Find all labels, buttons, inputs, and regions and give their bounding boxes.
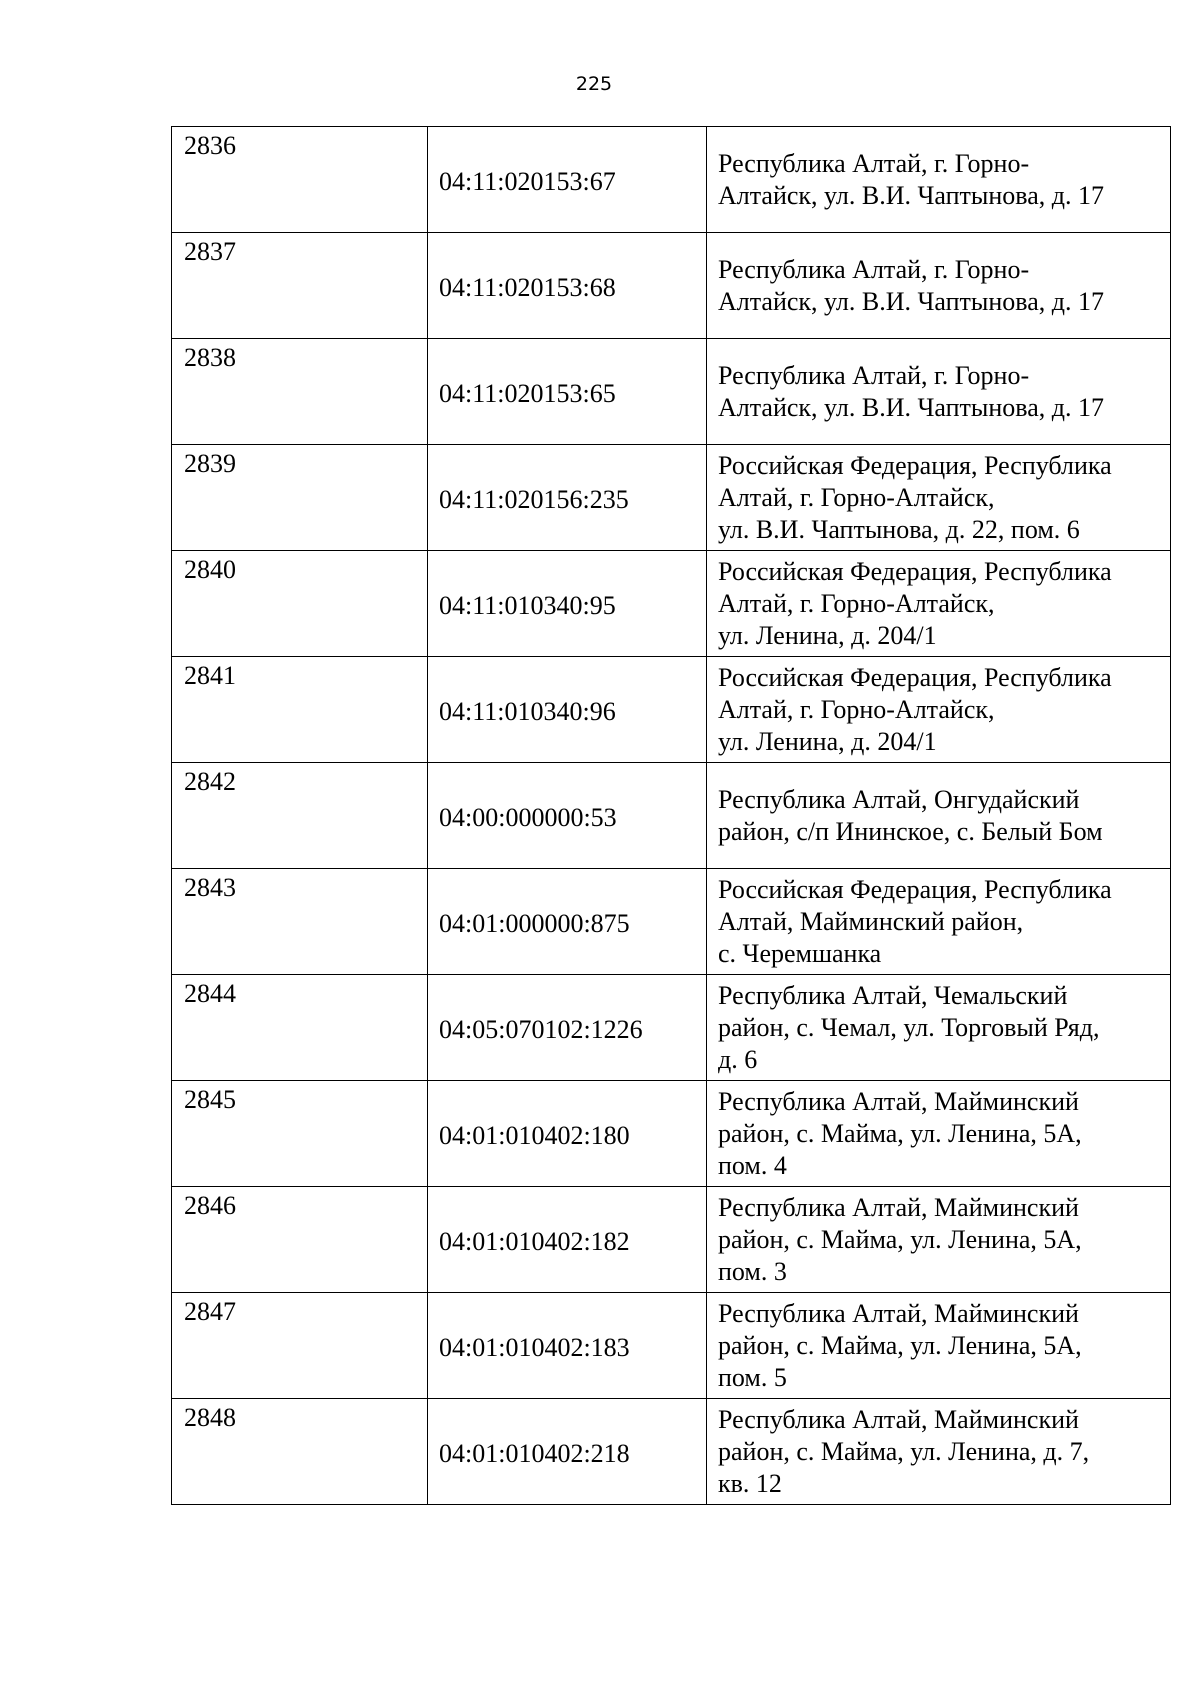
table-row [172,657,1171,763]
address: Республика Алтай, Онгудайский район, с/п Ининское, с. Белый Бом [718,784,1103,846]
address-cell [707,1399,1171,1505]
cadastral-number: 04:01:010402:180 [439,1120,630,1150]
cadastral-number-cell [428,975,707,1081]
cadastral-number-cell [428,233,707,339]
address: Российская Федерация, Республика Алтай, г. Горно-Алтайск, ул. В.И. Чаптынова, д. 22, пом. 6 [718,450,1112,544]
address-cell [707,1293,1171,1399]
cadastral-number-cell [428,127,707,233]
table-row [172,763,1171,869]
table-row [172,445,1171,551]
address-cell [707,551,1171,657]
row-number: 2837 [184,237,236,266]
row-number: 2848 [184,1403,236,1432]
table-row [172,233,1171,339]
row-number: 2847 [184,1297,236,1326]
table-row [172,1081,1171,1187]
row-number: 2838 [184,343,236,372]
table-row [172,1293,1171,1399]
row-number: 2846 [184,1191,236,1220]
cadastral-number-cell [428,339,707,445]
table-row [172,551,1171,657]
address-cell [707,339,1171,445]
address: Республика Алтай, Майминский район, с. Майма, ул. Ленина, д. 7, кв. 12 [718,1404,1090,1498]
cadastral-number: 04:11:020153:67 [439,166,616,196]
row-number-cell [172,1081,428,1187]
cadastral-number-cell [428,551,707,657]
address-cell [707,127,1171,233]
cadastral-number: 04:11:020156:235 [439,484,629,514]
cadastral-number: 04:01:010402:183 [439,1332,630,1362]
row-number: 2840 [184,555,236,584]
row-number-cell [172,1187,428,1293]
address-cell [707,869,1171,975]
row-number-cell [172,233,428,339]
table-row [172,975,1171,1081]
address: Республика Алтай, Майминский район, с. Майма, ул. Ленина, 5А, пом. 4 [718,1086,1082,1180]
cadastral-number: 04:01:010402:218 [439,1438,630,1468]
address: Российская Федерация, Республика Алтай, г. Горно-Алтайск, ул. Ленина, д. 204/1 [718,556,1112,650]
row-number-cell [172,127,428,233]
table-row [172,869,1171,975]
row-number: 2841 [184,661,236,690]
cadastral-number: 04:11:020153:68 [439,272,616,302]
cadastral-number-cell [428,1187,707,1293]
row-number: 2836 [184,131,236,160]
address-cell [707,657,1171,763]
row-number: 2842 [184,767,236,796]
address: Российская Федерация, Республика Алтай, г. Горно-Алтайск, ул. Ленина, д. 204/1 [718,662,1112,756]
cadastral-number-cell [428,657,707,763]
table-row [172,1187,1171,1293]
address-cell [707,975,1171,1081]
row-number-cell [172,763,428,869]
row-number: 2844 [184,979,236,1008]
cadastral-number: 04:11:010340:96 [439,696,616,726]
cadastral-number-cell [428,869,707,975]
address: Республика Алтай, г. Горно- Алтайск, ул. В.И. Чаптынова, д. 17 [718,148,1104,210]
address-cell [707,763,1171,869]
address: Республика Алтай, г. Горно- Алтайск, ул. В.И. Чаптынова, д. 17 [718,360,1104,422]
cadastral-number-cell [428,1293,707,1399]
row-number-cell [172,975,428,1081]
row-number: 2839 [184,449,236,478]
table-row [172,339,1171,445]
row-number: 2843 [184,873,236,902]
row-number-cell [172,551,428,657]
cadastral-number: 04:11:010340:95 [439,590,616,620]
address: Республика Алтай, Майминский район, с. Майма, ул. Ленина, 5А, пом. 3 [718,1192,1082,1286]
address-cell [707,1081,1171,1187]
row-number-cell [172,339,428,445]
cadastral-number: 04:05:070102:1226 [439,1014,643,1044]
row-number-cell [172,869,428,975]
cadastral-number: 04:01:000000:875 [439,908,630,938]
address: Российская Федерация, Республика Алтай, Майминский район, с. Черемшанка [718,874,1112,968]
row-number-cell [172,657,428,763]
table-row [172,1399,1171,1505]
table-row [172,127,1171,233]
cadastral-number: 04:11:020153:65 [439,378,616,408]
cadastral-number: 04:00:000000:53 [439,802,617,832]
address-cell [707,1187,1171,1293]
cadastral-number: 04:01:010402:182 [439,1226,630,1256]
cadastral-number-cell [428,1081,707,1187]
cadastral-number-cell [428,445,707,551]
cadastral-number-cell [428,763,707,869]
cadastral-number-cell [428,1399,707,1505]
row-number-cell [172,445,428,551]
address: Республика Алтай, Майминский район, с. Майма, ул. Ленина, 5А, пом. 5 [718,1298,1082,1392]
row-number: 2845 [184,1085,236,1114]
page-number: 225 [575,73,613,95]
address-cell [707,445,1171,551]
property-registry-table [171,126,1171,1505]
address: Республика Алтай, Чемальский район, с. Чемал, ул. Торговый Ряд, д. 6 [718,980,1100,1074]
row-number-cell [172,1399,428,1505]
address: Республика Алтай, г. Горно- Алтайск, ул. В.И. Чаптынова, д. 17 [718,254,1104,316]
address-cell [707,233,1171,339]
row-number-cell [172,1293,428,1399]
